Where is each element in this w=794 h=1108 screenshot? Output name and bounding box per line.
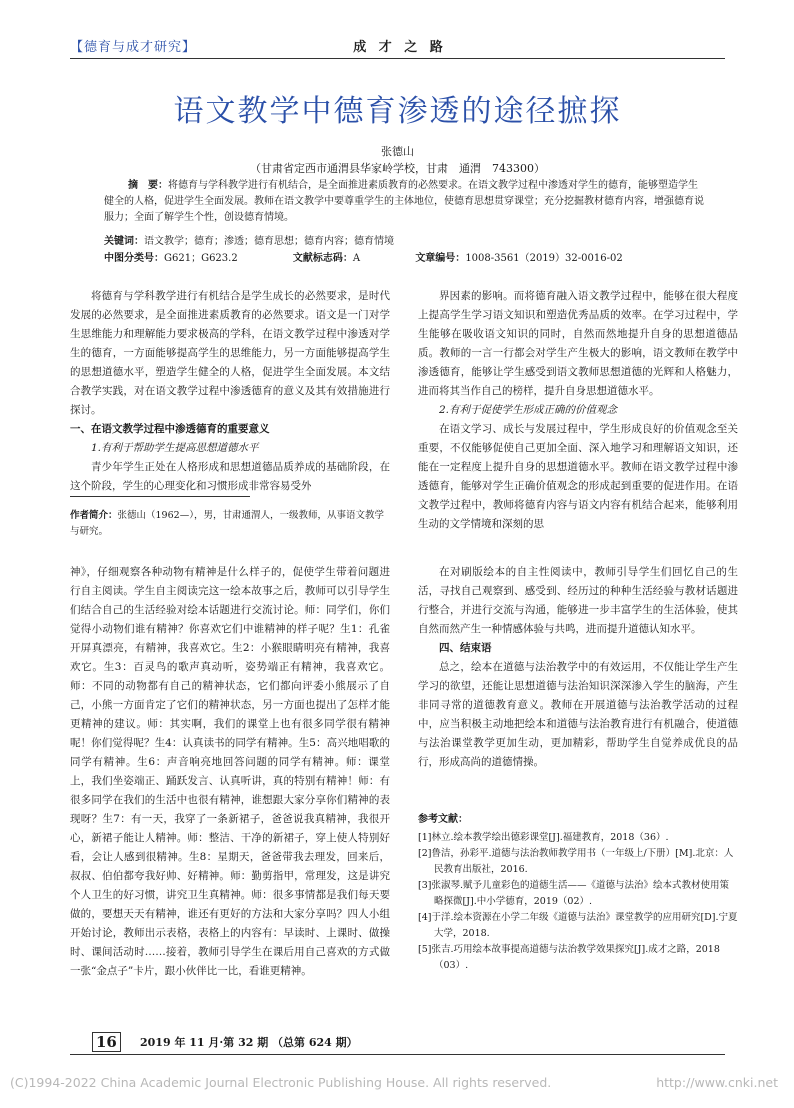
journal-name: 成 才 之 路 <box>353 40 447 55</box>
section-heading-1: 一、在语文教学过程中渗透德育的重要意义 <box>70 423 270 435</box>
left-column-top <box>70 287 390 496</box>
page-number: 16 <box>92 1032 121 1052</box>
subsection-heading-2: 2.有利于促使学生形成正确的价值观念 <box>439 404 618 416</box>
doc-code-value: A <box>352 253 361 264</box>
keywords-text: 语文教学；德育；渗透；德育思想；德育内容；德育情境 <box>144 236 394 247</box>
references-title: 参考文献： <box>418 814 468 825</box>
reference-item: [3]张淑琴.赋予儿童彩色的道德生活——《道德与法治》绘本式教材使用策略探微[J].中小学德育，2019（02）. <box>418 880 729 907</box>
article-title: 语文教学中德育渗透的途径摭探 <box>173 94 622 129</box>
reference-item: [2]鲁洁，孙彩平.道德与法治教师教学用书（一年级上/下册）[M].北京：人民教育出版社，2016. <box>418 848 734 875</box>
section-heading-4: 四、结束语 <box>439 642 492 654</box>
clc-value: G621；G623.2 <box>164 253 238 264</box>
conclusion-paragraph: 总之，绘本在道德与法治教学中的有效运用，不仅能让学生产生学习的欲望，还能让思想道德与法治知识深深渗入学生的脑海，产生非同寻常的道德教育意义。教师在开展道德与法治教学活动的过程中，应当积极主动地把绘本和道德与法治教育进行有机融合，使道德与法治课堂教学更加生动，更加精彩，帮助学生自觉养成优良的品行，形成高尚的道德情操。 <box>418 661 738 768</box>
keywords-label: 关键词： <box>104 236 144 247</box>
doc-code-field <box>293 253 386 264</box>
abstract <box>104 178 704 226</box>
author-footnote <box>70 508 390 540</box>
article-no-value: 1008-3561（2019）32-0016-02 <box>465 253 623 264</box>
body-paragraph: 在语文学习、成长与发展过程中，学生形成良好的价值观念至关重要，不仅能够促使自己更加全面、深入地学习和理解语文知识，还能在一定程度上提升自身的思想道德水平。教师在语文教学过程中渗透德育，能够对学生正确价值观念的形成起到重要的促进作用。在语文教学过程中，教师将德育内容与语文内容有机结合起来，能够利用生动的文学情境和深刻的思 <box>418 423 738 530</box>
footnote-divider <box>70 496 250 497</box>
abstract-label: 摘 要： <box>128 180 168 191</box>
article-no-label: 文章编号： <box>415 253 466 264</box>
header-divider <box>70 58 725 59</box>
clc-label: 中图分类号： <box>104 253 164 264</box>
right-column-bottom <box>418 563 738 772</box>
issue-info: 2019 年 11 月·第 32 期 （总第 624 期） <box>140 1036 358 1049</box>
doc-code-label: 文献标志码： <box>292 253 353 264</box>
intro-paragraph: 将德育与学科教学进行有机结合是学生成长的必然要求，是时代发展的必然要求，是全面推进素质教育的必然要求。语文是一门对学生思维能力和理解能力要求极高的学科，在语文教学过程中渗透对学生的德育，一方面能够提高学生的思维能力，另一方面能够提高学生的思想道德水平，塑造学生健全的人格，促进学生全面发展。本文结合教学实践，对在语文教学过程中渗透德育的意义及其有效措施进行探讨。 <box>70 290 390 416</box>
copyright-text: (C)1994-2022 China Academic Journal Electronic Publishing House. All rights reserved. <box>10 1075 552 1090</box>
footnote-text: 张德山（1962—），男，甘肃通渭人，一级教师，从事语文教学与研究。 <box>70 510 384 537</box>
author-name: 张德山 <box>381 145 414 158</box>
footnote-label: 作者简介： <box>70 510 118 521</box>
cnki-url: http://www.cnki.net <box>656 1075 778 1090</box>
reference-item: [4]于洋.绘本资源在小学二年级《道德与法治》课堂教学的应用研究[D].宁夏大学，2018. <box>418 912 738 939</box>
classification-line <box>104 251 704 267</box>
references-list <box>418 830 738 974</box>
reference-item: [5]张吉.巧用绘本故事提高道德与法治教学效果探究[J].成才之路，2018（03）. <box>418 944 720 971</box>
body-paragraph: 界因素的影响。而将德育融入语文教学过程中，能够在很大程度上提高学生学习语文知识和塑造优秀品质的效率。在学习过程中，学生能够在吸收语文知识的同时，自然而然地提升自身的思想道德品质。教师的一言一行都会对学生产生极大的影响，语文教师在教学中渗透德育，能够让学生感受到语文教师思想道德的光辉和人格魅力，进而将其当作自己的榜样，提升自身思想道德水平。 <box>418 290 738 397</box>
column-label: 【德育与成才研究】 <box>70 40 197 55</box>
subsection-heading-1: 1.有利于帮助学生提高思想道德水平 <box>91 442 259 454</box>
footer-divider <box>70 1054 725 1055</box>
abstract-text: 将德育与学科教学进行有机结合，是全面推进素质教育的必然要求。在语文教学过程中渗透对学生的德育，能够塑造学生健全的人格，促进学生全面发展。教师在语文教学中要尊重学生的主体地位，使德育思想贯穿课堂；充分挖掘教材德育内容，增强德育说服力；全面了解学生个性，创设德育情境。 <box>104 180 704 223</box>
article-no-field <box>415 253 648 264</box>
keywords <box>104 234 704 250</box>
right-column-top <box>418 287 738 534</box>
reference-item: [1]林立.绘本教学绘出德彩课堂[J].福建教育，2018（36）. <box>418 832 669 843</box>
body-paragraph: 在对刷版绘本的自主性阅读中，教师引导学生们回忆自己的生活，寻找自己观察到、感受到、经历过的种种生活经验与教材话题进行整合，并进行交流与沟通，能够进一步丰富学生的生活体验，使其自然而然产生一种情感体验与共鸣，进而提升道德认知水平。 <box>418 566 738 635</box>
clc-field <box>104 253 264 264</box>
body-paragraph: 青少年学生正处在人格形成和思想道德品质养成的基础阶段，在这个阶段，学生的心理变化和习惯形成非常容易受外 <box>70 461 390 492</box>
copyright-watermark <box>10 1075 790 1090</box>
left-column-bottom <box>70 563 390 981</box>
dialogue-paragraph: 神》，仔细观察各种动物有精神是什么样子的，促使学生带着问题进行自主阅读。学生自主阅读完这一绘本故事之后，教师可以引导学生们结合自己的生活经验对绘本话题进行交流讨论。师：同学们，你们觉得小动物们谁有精神？你喜欢它们中谁精神的样子呢？生1：孔雀开屏真漂亮，有精神，我喜欢它。生2：小猴眼睛明亮有精神，我喜欢它。生3：百灵鸟的歌声真动听，姿势端正有精神，我喜欢它。师：不同的动物都有自己的精神状态，它们都向评委小熊展示了自己，小熊一方面肯定了它们的精神状态，另一方面也提出了怎样才能更精神的建议。师：其实啊，我们的课堂上也有很多同学很有精神呢！你们觉得呢？生4：认真读书的同学有精神。生5：高兴地唱歌的同学有精神。生6：声音响亮地回答问题的同学有精神。师：课堂上，我们坐姿端正、踊跃发言、认真听讲，真的特别有精神！师：有很多同学在我们的生活中也很有精神，谁想跟大家分享你们精神的表现呀？生7：有一天，我穿了一条新裙子，爸爸说我真精神，我很开心，新裙子能让人精神。师：整洁、干净的新裙子，穿上使人特别好看，会让人感到很精神。生8：星期天，爸爸带我去理发，回来后，叔叔、伯伯都夸我好帅、好精神。师：勤剪指甲，常理发，这是讲究个人卫生的好习惯，讲究卫生真精神。师：很多事情都是我们每天要做的，要想天天有精神，谁还有更好的方法和大家分享吗？四人小组开始讨论，教师出示表格，表格上的内容有：早读时、上课时、做操时、课间活动时……接着，教师引导学生在课后用自己喜欢的方式做一张“金点子”卡片，跟小伙伴比一比，看谁更精神。 <box>70 566 390 977</box>
author-affiliation: （甘肃省定西市通渭县华家岭学校，甘肃 通渭 743300） <box>250 162 545 175</box>
